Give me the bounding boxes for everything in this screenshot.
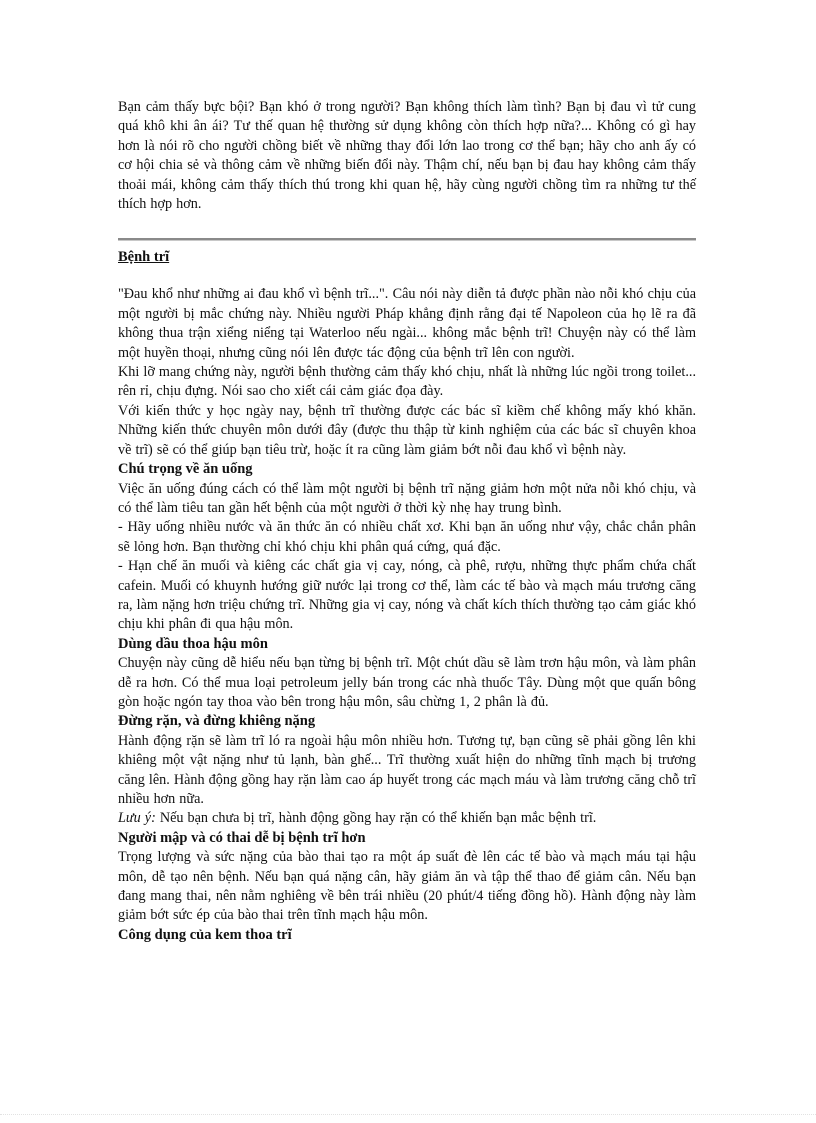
paragraph-oil: Chuyện này cũng dễ hiểu nếu bạn từng bị bệnh trĩ. Một chút dầu sẽ làm trơn hậu môn, và làm phân dễ ra hơn. Có thể mua loại petroleum jelly bán trong các nhà thuốc Tây. Dùng một que quấn bông gòn hoặc ngón tay thoa vào bên trong hậu môn, sâu chừng 1, 2 phân là đủ.: [118, 655, 696, 710]
document-page: [118, 98, 696, 945]
heading-diet: Chú trọng về ăn uống: [118, 461, 253, 478]
note-text: Nếu bạn chưa bị trĩ, hành động gồng hay rặn có thể khiến bạn mắc bệnh trĩ.: [155, 810, 597, 827]
intro-paragraph: Bạn cảm thấy bực bội? Bạn khó ở trong người? Bạn không thích làm tình? Bạn bị đau vì tử cung quá khô khi ân ái? Tư thế quan hệ thường sử dụng không còn thích hợp nữa?... Không có gì hay hơn là nói rõ cho người chồng biết về những thay đổi lớn lao trong cơ thể bạn; hãy cho anh ấy có cơ hội chia sẻ và thông cảm về những biến đổi này. Thậm chí, nếu bạn bị đau hay không cảm thấy thoải mái, không cảm thấy thích thú trong khi quan hệ, hãy cùng người chồng tìm ra những tư thế thích hợp hơn.: [118, 99, 696, 213]
list-item-water-fiber: - Hãy uống nhiều nước và ăn thức ăn có nhiều chất xơ. Khi bạn ăn uống như vậy, chắc chắn phân sẽ lỏng hơn. Bạn thường chỉ khó chịu khi phân quá cứng, quá đặc.: [118, 519, 696, 555]
paragraph-straining: Hành động rặn sẽ làm trĩ ló ra ngoài hậu môn nhiều hơn. Tương tự, bạn cũng sẽ phải gồng lên khi khiêng một vật nặng như tủ lạnh, bàn ghế... Trĩ thường xuất hiện do những tĩnh mạch bị trương căng lên. Hành động gồng hay rặn làm cao áp huyết trong các mạch máu và làm trương căng chỗ trĩ nhiều hơn nữa.: [118, 732, 696, 807]
note-label: Lưu ý:: [118, 810, 156, 827]
paragraph-symptoms: Khi lỡ mang chứng này, người bệnh thường cảm thấy khó chịu, nhất là những lúc ngồi trong toilet... rên rỉ, chịu đựng. Nói sao cho xiết cái cảm giác đọa đày.: [118, 364, 696, 400]
heading-oil: Dùng dầu thoa hậu môn: [118, 635, 268, 652]
section-divider: [118, 238, 696, 241]
section-title: Bệnh trĩ: [118, 249, 170, 266]
note-paragraph: [118, 809, 696, 828]
paragraph-quote: "Đau khổ như những ai đau khổ vì bệnh trĩ...". Câu nói này diễn tả được phần nào nỗi khó chịu của một người bị mắc chứng này. Nhiều người Pháp khẳng định rằng đại tế Napoleon của họ lẽ ra đã không thua trận xiểng niểng tại Waterloo nếu ngài... không mắc bệnh trĩ! Chuyện này có thể làm một huyền thoại, nhưng cũng nói lên được tác động của bệnh trĩ lên con người.: [118, 286, 696, 361]
paragraph-diet: Việc ăn uống đúng cách có thể làm một người bị bệnh trĩ nặng giảm hơn một nửa nỗi khó chịu, và có thể làm tiêu tan gần hết bệnh của một người ở thời kỳ nhẹ hay trung bình.: [118, 480, 696, 516]
paragraph-pregnancy: Trọng lượng và sức nặng của bào thai tạo ra một áp suất đè lên các tế bào và mạch máu tại hậu môn, dễ tạo nên bệnh. Nếu bạn quá nặng cân, hãy giảm ăn và tập thể thao để giảm cân. Nếu bạn đang mang thai, nên nằm nghiêng về bên trái nhiều (20 phút/4 tiếng đồng hồ). Hành động này làm giảm bớt sức ép của bào thai trên tĩnh mạch hậu môn.: [118, 849, 696, 924]
heading-cream: Công dụng của kem thoa trĩ: [118, 926, 292, 943]
paragraph-knowledge: Với kiến thức y học ngày nay, bệnh trĩ thường được các bác sĩ kiềm chế không mấy khó khăn. Những kiến thức chuyên môn dưới đây (được thu thập từ kinh nghiệm của các bác sĩ chuyên khoa về trĩ) sẽ có thể giúp bạn tiêu trừ, hoặc ít ra cũng làm giảm bớt nỗi đau khổ vì bệnh này.: [118, 402, 696, 458]
heading-obesity-pregnancy: Người mập và có thai dễ bị bệnh trĩ hơn: [118, 829, 366, 846]
page-bottom-edge: [0, 1114, 816, 1115]
list-item-limit-salt: - Hạn chế ăn muối và kiêng các chất gia vị cay, nóng, cà phê, rượu, những thực phẩm chứa chất cafein. Muối có khuynh hướng giữ nước lại trong cơ thể, làm các tế bào và mạch máu trương căng ra, làm nặng hơn triệu chứng trĩ. Những gia vị cay, nóng và chất kích thích thường tạo cảm giác khó chịu khi phân đi qua hậu môn.: [118, 558, 696, 633]
heading-no-straining: Đừng rặn, và đừng khiêng nặng: [118, 713, 316, 730]
